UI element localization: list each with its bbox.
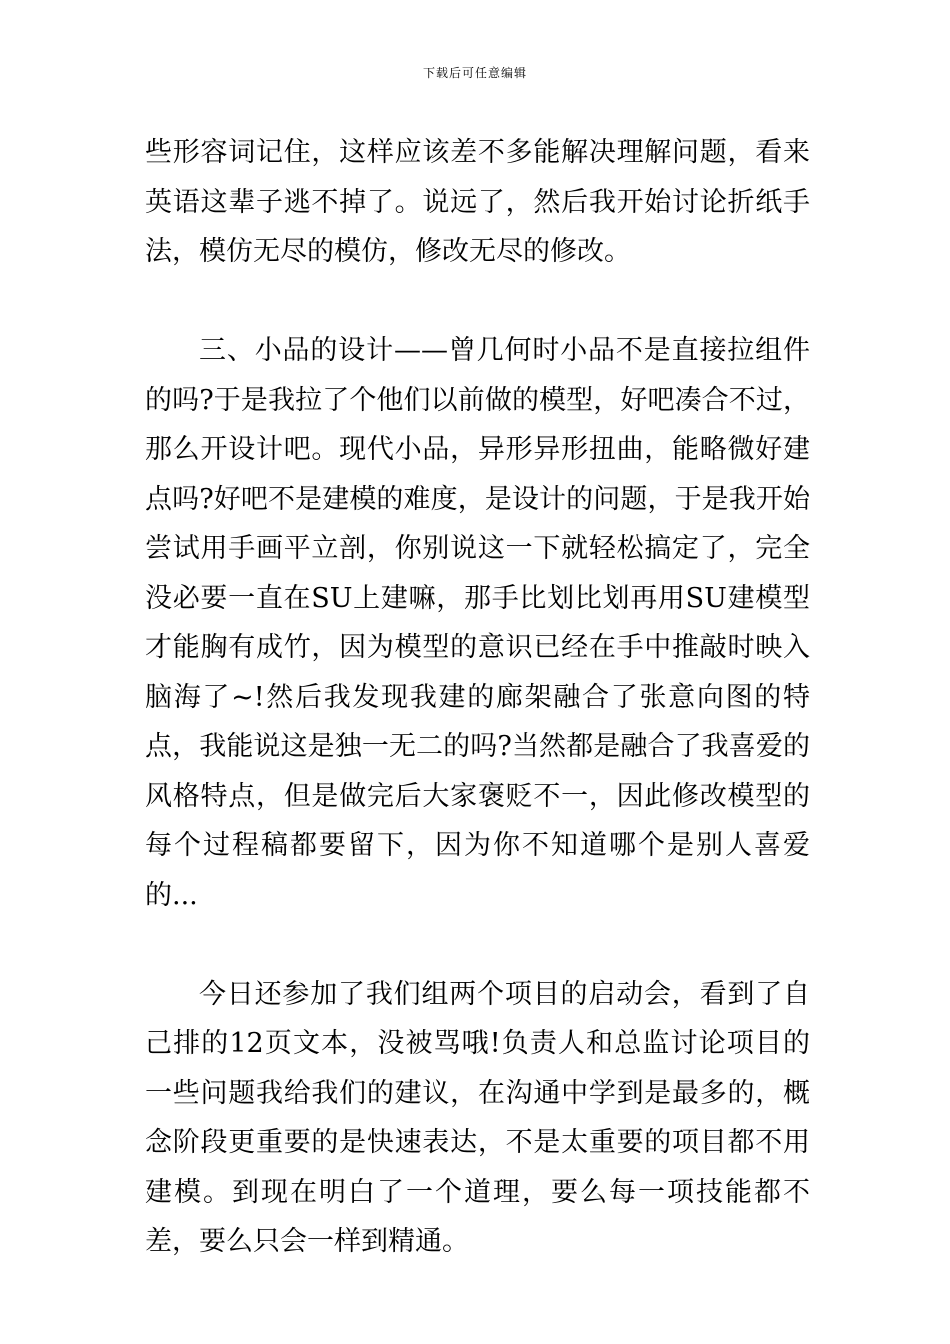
- paragraph-2: 三、小品的设计——曾几何时小品不是直接拉组件的吗?于是我拉了个他们以前做的模型，好吧凑合不过，那么开设计吧。现代小品，异形异形扭曲，能略微好建点吗?好吧不是建模的难度，是设计的问题，于是我开始尝试用手画平立剖，你别说这一下就轻松搞定了，完全没必要一直在SU上建嘛，那手比划比划再用SU建模型才能胸有成竹，因为模型的意识已经在手中推敲时映入脑海了~!然后我发现我建的廊架融合了张意向图的特点，我能说这是独一无二的吗?当然都是融合了我喜爱的风格特点，但是做完后大家褒贬不一，因此修改模型的每个过程稿都要留下，因为你不知道哪个是别人喜爱的...: [145, 335, 810, 911]
- paragraph-1: 些形容词记住，这样应该差不多能解决理解问题，看来英语这辈子逃不掉了。说远了，然后我开始讨论折纸手法，模仿无尽的模仿，修改无尽的修改。: [145, 137, 810, 267]
- paragraph-3: 今日还参加了我们组两个项目的启动会，看到了自己排的12页文本，没被骂哦!负责人和总监讨论项目的一些问题我给我们的建议，在沟通中学到是最多的，概念阶段更重要的是快速表达，不是太重要的项目都不用建模。到现在明白了一个道理，要么每一项技能都不差，要么只会一样到精通。: [145, 978, 810, 1257]
- document-body: [145, 128, 810, 1267]
- paragraph-gap: [145, 920, 810, 970]
- paragraph-gap: [145, 277, 810, 327]
- page-header: 下载后可任意编辑: [422, 66, 527, 80]
